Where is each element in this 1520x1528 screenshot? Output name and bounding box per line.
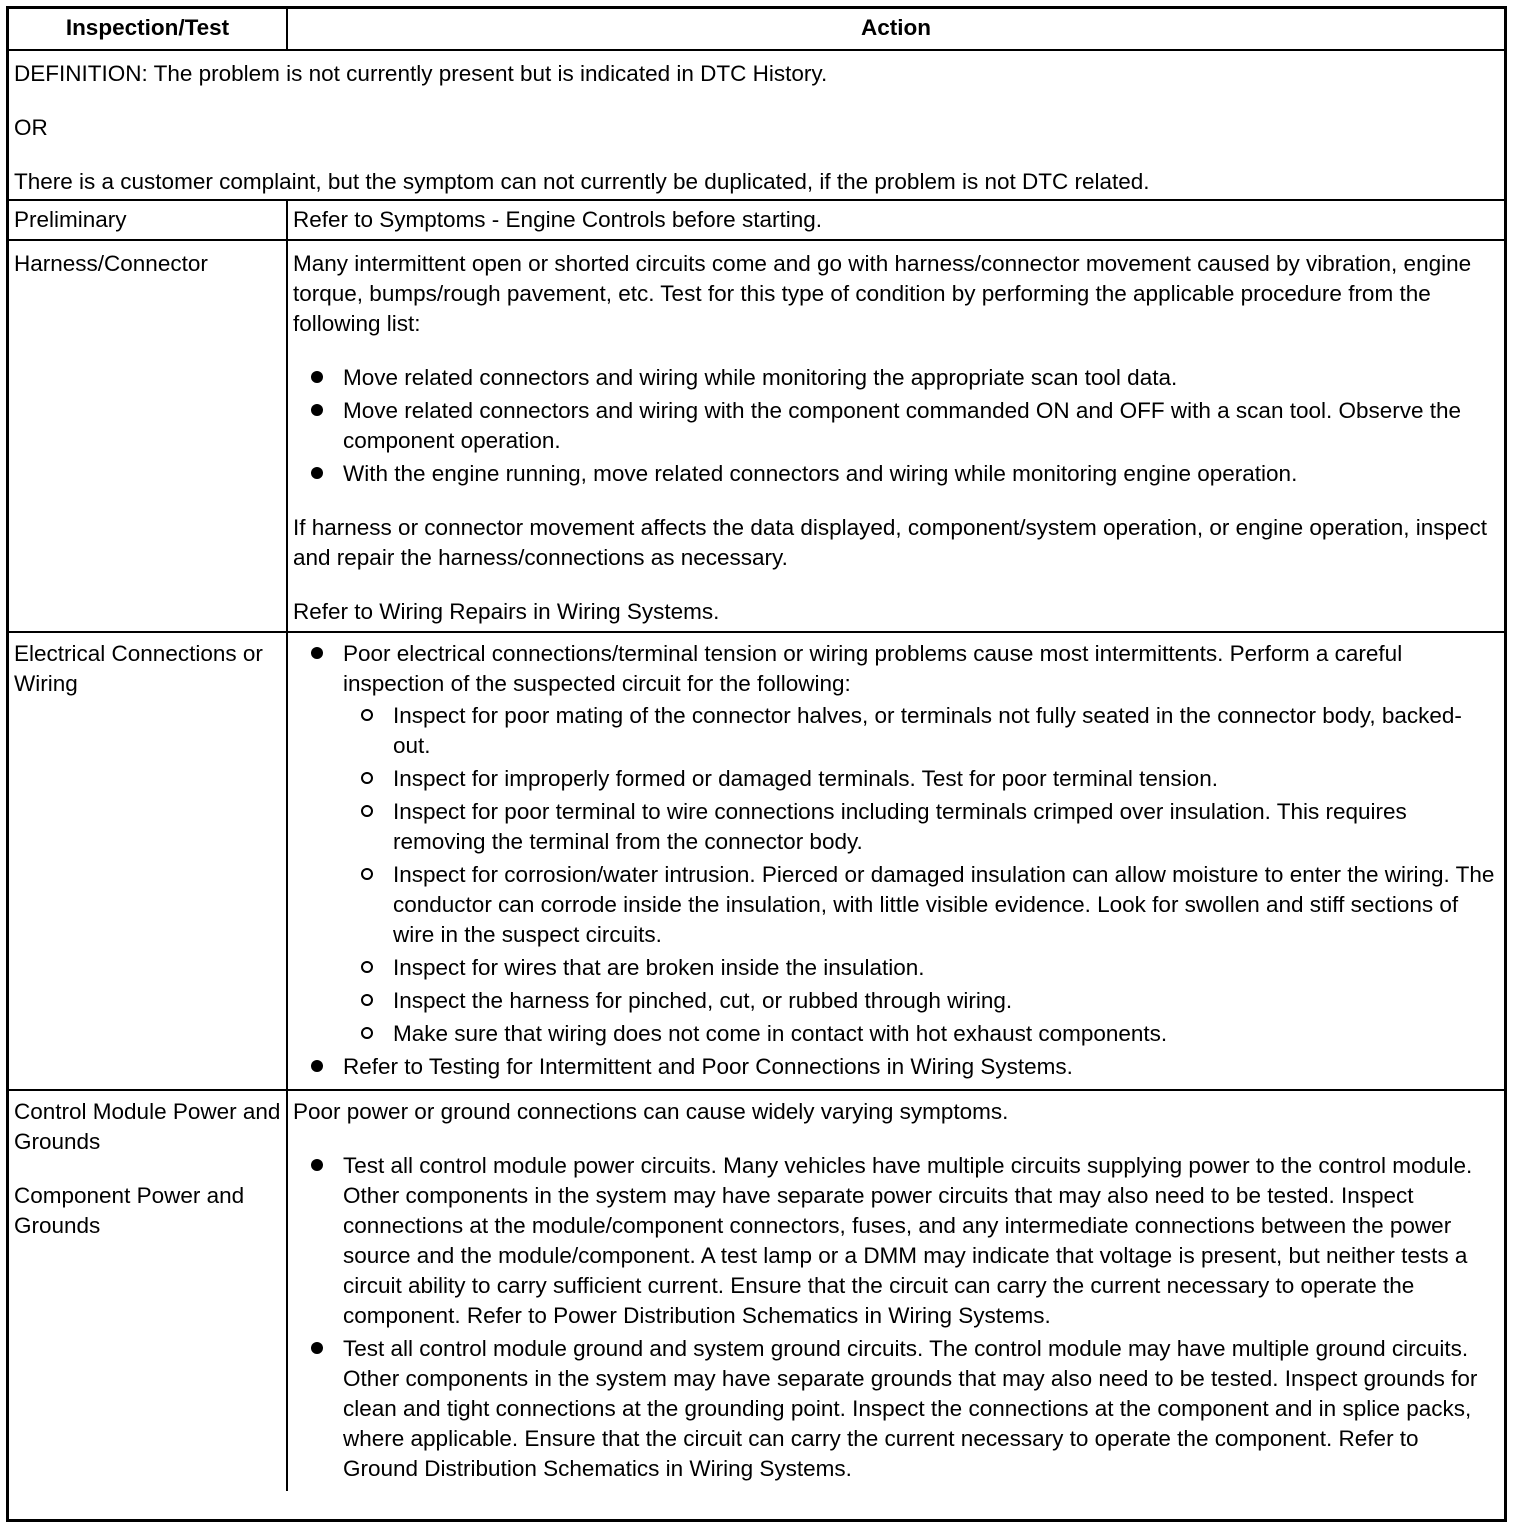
inspection-table bbox=[9, 9, 1504, 1491]
header-row bbox=[9, 9, 1504, 50]
preliminary-action: Refer to Symptoms - Engine Controls before starting. bbox=[287, 200, 1504, 240]
harness-bullet-list bbox=[293, 363, 1499, 489]
harness-para-3: Refer to Wiring Repairs in Wiring Systems. bbox=[293, 599, 720, 624]
power-label-2: Component Power and Grounds bbox=[14, 1183, 245, 1238]
electrical-subbullet-list bbox=[343, 701, 1499, 1049]
list-item: Inspect for improperly formed or damaged terminals. Test for poor terminal tension. bbox=[343, 764, 1499, 794]
power-bullet-list bbox=[293, 1151, 1499, 1484]
list-item: Inspect for poor mating of the connector halves, or terminals not fully seated in the connector body, backed-out. bbox=[343, 701, 1499, 761]
list-item: Inspect for wires that are broken inside the insulation. bbox=[343, 953, 1499, 983]
definition-text: DEFINITION: The problem is not currently present but is indicated in DTC History. bbox=[14, 61, 828, 86]
list-item bbox=[293, 639, 1499, 1049]
list-item: Inspect the harness for pinched, cut, or rubbed through wiring. bbox=[343, 986, 1499, 1016]
electrical-bullet-1: Poor electrical connections/terminal tension or wiring problems cause most intermittents. Perform a careful inspection of the suspected circuit for the following: bbox=[343, 641, 1403, 696]
power-label bbox=[9, 1090, 287, 1491]
power-label-1: Control Module Power and Grounds bbox=[14, 1099, 281, 1154]
document-page bbox=[6, 6, 1507, 1522]
list-item: Test all control module ground and system ground circuits. The control module may have multiple ground circuits. Other components in the system may have separate grounds that may also need to be tested. Inspect grounds for clean and tight connections at the grounding point. Inspect the connections at the component and in splice packs, where applicable. Ensure that the circuit can carry the current necessary to operate the component. Refer to Ground Distribution Schematics in Wiring Systems. bbox=[293, 1334, 1499, 1484]
definition-or: OR bbox=[14, 115, 48, 140]
list-item: Test all control module power circuits. Many vehicles have multiple circuits supplying power to the control module. Other components in the system may have separate power circuits that may also need to be tested. Inspect connections at the module/component connectors, fuses, and any intermediate connections between the power source and the module/component. A test lamp or a DMM may indicate that voltage is present, but neither tests a circuit ability to carry sufficient current. Ensure that the circuit can carry the current necessary to operate the component. Refer to Power Distribution Schematics in Wiring Systems. bbox=[293, 1151, 1499, 1331]
electrical-action bbox=[287, 632, 1504, 1090]
power-intro: Poor power or ground connections can cause widely varying symptoms. bbox=[293, 1099, 1009, 1124]
power-row bbox=[9, 1090, 1504, 1491]
harness-row bbox=[9, 240, 1504, 632]
power-action bbox=[287, 1090, 1504, 1491]
electrical-bullet-list bbox=[293, 639, 1499, 1082]
list-item: Make sure that wiring does not come in contact with hot exhaust components. bbox=[343, 1019, 1499, 1049]
preliminary-label: Preliminary bbox=[9, 200, 287, 240]
list-item: Refer to Testing for Intermittent and Poor Connections in Wiring Systems. bbox=[293, 1052, 1499, 1082]
harness-label: Harness/Connector bbox=[9, 240, 287, 632]
header-action: Action bbox=[287, 9, 1504, 50]
electrical-label: Electrical Connections or Wiring bbox=[9, 632, 287, 1090]
electrical-row bbox=[9, 632, 1504, 1090]
list-item: Inspect for corrosion/water intrusion. Pierced or damaged insulation can allow moisture to enter the wiring. The conductor can corrode inside the insulation, with little visible evidence. Look for swollen and stiff sections of wire in the suspect circuits. bbox=[343, 860, 1499, 950]
definition-row bbox=[9, 50, 1504, 200]
list-item: Inspect for poor terminal to wire connections including terminals crimped over insulation. This requires removing the terminal from the connector body. bbox=[343, 797, 1499, 857]
list-item: Move related connectors and wiring with the component commanded ON and OFF with a scan tool. Observe the component operation. bbox=[293, 396, 1499, 456]
header-inspection-test: Inspection/Test bbox=[9, 9, 287, 50]
preliminary-row bbox=[9, 200, 1504, 240]
harness-para-2: If harness or connector movement affects the data displayed, component/system operation, or engine operation, inspect and repair the harness/connections as necessary. bbox=[293, 515, 1488, 570]
definition-complaint: There is a customer complaint, but the symptom can not currently be duplicated, if the problem is not DTC related. bbox=[14, 169, 1150, 194]
harness-action bbox=[287, 240, 1504, 632]
list-item: Move related connectors and wiring while monitoring the appropriate scan tool data. bbox=[293, 363, 1499, 393]
list-item: With the engine running, move related connectors and wiring while monitoring engine operation. bbox=[293, 459, 1499, 489]
definition-cell bbox=[9, 50, 1504, 200]
harness-intro: Many intermittent open or shorted circuits come and go with harness/connector movement caused by vibration, engine torque, bumps/rough pavement, etc. Test for this type of condition by performing the applicable procedure from the following list: bbox=[293, 251, 1472, 336]
